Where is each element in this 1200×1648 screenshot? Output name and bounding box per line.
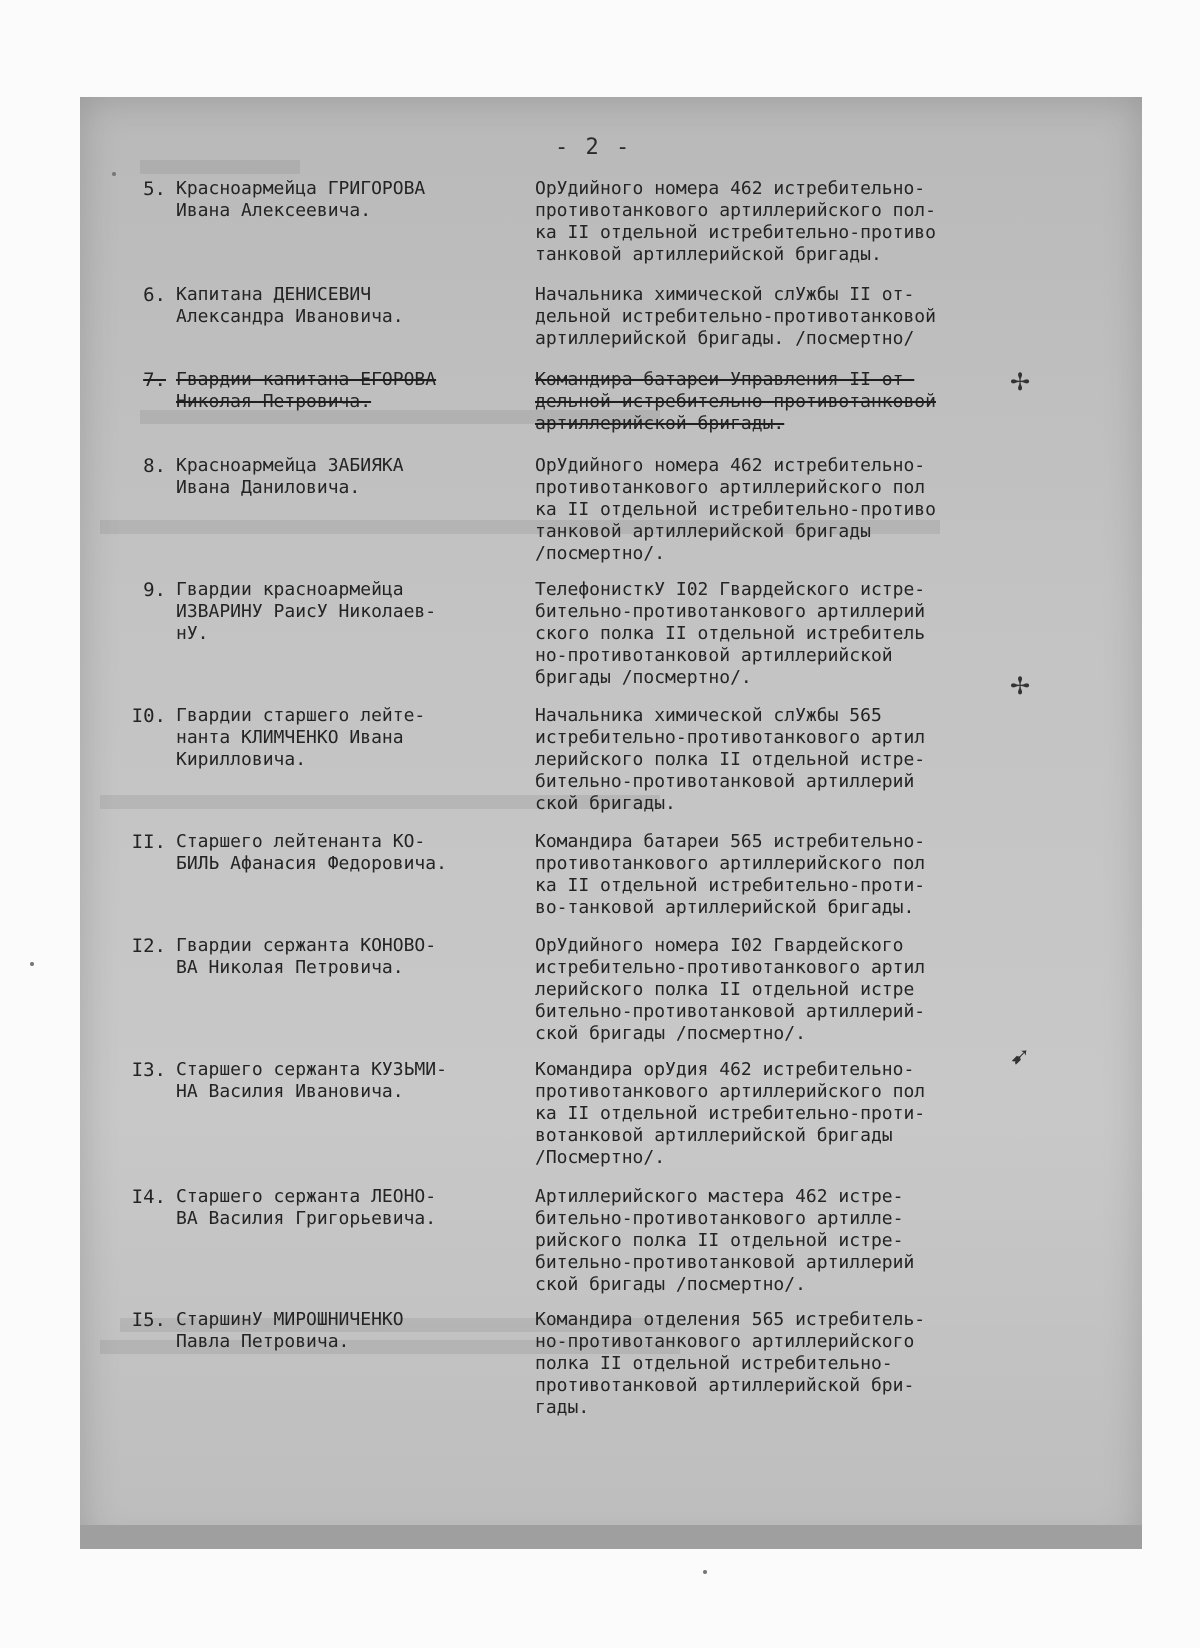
entry-number: 6. <box>143 284 166 306</box>
entry-number: I0. <box>131 705 166 727</box>
bleed-through-smudge <box>140 160 300 174</box>
paper-speck <box>30 962 34 966</box>
entry-position: Начальника химической слУжбы 565 истребительно-противотанкового артил лерийского полка II отдельной истре- бительно-противотанковой артиллерий ской бригады. <box>535 705 926 814</box>
entry-person-name: Старшего лейтенанта КО- БИЛЬ Афанасия Федоровича. <box>176 831 447 874</box>
entry-person-name: Капитана ДЕНИСЕВИЧ Александра Ивановича. <box>176 284 404 327</box>
entry-number: I5. <box>131 1309 166 1331</box>
entry-number: 7. <box>143 369 166 391</box>
pencil-cross-mark-icon: ✢ <box>1010 368 1031 396</box>
paper-speck <box>112 172 116 176</box>
sheet-bottom-edge <box>80 1525 1142 1549</box>
entry-position: Начальника химической слУжбы II от- дельной истребительно-противотанковой артиллерийской бригады. /посмертно/ <box>535 284 936 349</box>
paper-speck <box>703 1570 707 1574</box>
entry-number: I4. <box>131 1186 166 1208</box>
entry-person-name: Красноармейца ГРИГОРОВА Ивана Алексеевича. <box>176 178 426 221</box>
entry-person-name: Гвардии капитана ЕГОРОВА Николая Петровича. <box>176 369 437 412</box>
entry-person-name: Старшего сержанта КУЗЬМИ- НА Василия Ивановича. <box>176 1059 447 1102</box>
entry-position: Командира отделения 565 истребитель- но-противотанкового артиллерийского полка II отдельной истребительно- противотанковой артиллерийской бри- гады. <box>535 1309 926 1418</box>
entry-position: Командира орУдия 462 истребительно- противотанкового артиллерийского пол ка II отдельной истребительно-проти- вотанковой артиллерийской бригады /Посмертно/. <box>535 1059 926 1168</box>
entry-person-name: Красноармейца ЗАБИЯКА Ивана Даниловича. <box>176 455 404 498</box>
entry-number: 9. <box>143 579 166 601</box>
entry-number: 5. <box>143 178 166 200</box>
entry-person-name: Гвардии сержанта КОНОВО- ВА Николая Петровича. <box>176 935 437 978</box>
entry-number: 8. <box>143 455 166 477</box>
entry-number: I3. <box>131 1059 166 1081</box>
entry-position: ОрУдийного номера 462 истребительно- противотанкового артиллерийского пол- ка II отдельной истребительно-противо танковой артиллерийской бригады. <box>535 178 936 265</box>
entry-person-name: Старшего сержанта ЛЕОНО- ВА Василия Григорьевича. <box>176 1186 437 1229</box>
entry-position: Командира батареи Управления II от- дельной истребительно-противотанковой артиллерийской бригады. <box>535 369 936 434</box>
entry-position: Артиллерийского мастера 462 истре- бительно-противотанкового артилле- рийского полка II отдельной истре- бительно-противотанковой артиллерий ской бригады /посмертно/. <box>535 1186 915 1295</box>
entry-person-name: Гвардии красноармейца ИЗВАРИНУ РаисУ Николаев- нУ. <box>176 579 437 644</box>
entry-position: ТелефонисткУ I02 Гвардейского истре- бительно-противотанкового артиллерий ского полка II отдельной истребитель но-противотанковой артиллерийской бригады /посмертно/. <box>535 579 926 688</box>
entry-person-name: Гвардии старшего лейте- нанта КЛИМЧЕНКО Ивана Кирилловича. <box>176 705 426 770</box>
entry-number: II. <box>131 831 166 853</box>
entry-number: I2. <box>131 935 166 957</box>
pencil-tick-mark-icon: ➹ <box>1010 1042 1031 1070</box>
pencil-cross-mark-icon: ✢ <box>1010 672 1031 700</box>
page-number: - 2 - <box>555 135 632 160</box>
entry-person-name: СтаршинУ МИРОШНИЧЕНКО Павла Петровича. <box>176 1309 404 1352</box>
entry-position: Командира батареи 565 истребительно- противотанкового артиллерийского пол ка II отдельной истребительно-проти- во-танковой артиллерийской бригады. <box>535 831 926 918</box>
entry-position: ОрУдийного номера I02 Гвардейского истребительно-противотанкового артил лерийского полка II отдельной истре бительно-противотанковой артиллерий- ской бригады /посмертно/. <box>535 935 926 1044</box>
entry-position: ОрУдийного номера 462 истребительно- противотанкового артиллерийского пол ка II отдельной истребительно-противо танковой артиллерийской бригады /посмертно/. <box>535 455 936 564</box>
